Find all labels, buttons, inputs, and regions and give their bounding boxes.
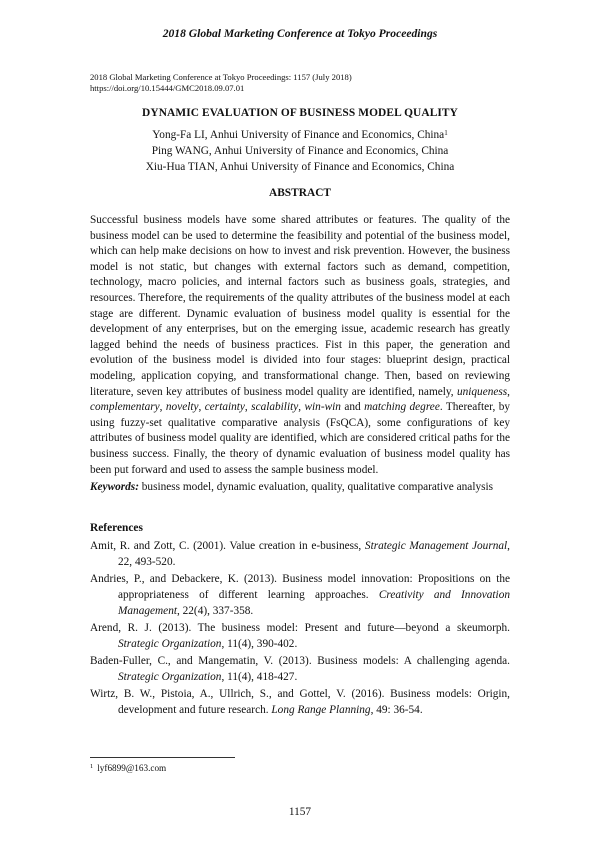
text-run: , bbox=[159, 401, 166, 414]
author-list bbox=[0, 127, 600, 175]
text-run: Baden-Fuller, C., and Mangematin, V. (2013). Business models: A challenging agenda. bbox=[90, 655, 510, 667]
text-run: , 11(4), 390-402. bbox=[221, 638, 298, 650]
italic-term: Strategic Organization bbox=[118, 638, 222, 650]
footnote-divider bbox=[90, 757, 235, 758]
italic-term: novelty bbox=[165, 401, 199, 414]
italic-term: Long Range Planning bbox=[271, 704, 371, 716]
italic-term: uniqueness bbox=[456, 385, 508, 398]
italic-term: complementary bbox=[90, 401, 160, 414]
footnote-email[interactable]: lyf6899@163.com bbox=[97, 763, 167, 773]
footnote-mark: 1 bbox=[90, 763, 94, 770]
footnote bbox=[90, 763, 166, 773]
text-run: , 22(4), 337-358. bbox=[176, 605, 254, 617]
running-header: 2018 Global Marketing Conference at Tokyo Proceedings bbox=[162, 27, 438, 40]
abstract-body bbox=[90, 213, 510, 478]
text-run: Andries, P., and Debackere, K. (2013). Business model innovation: Propositions on the appropriateness of different learning approaches. bbox=[90, 573, 510, 601]
references-list bbox=[90, 538, 510, 719]
page-number: 1157 bbox=[288, 806, 312, 818]
reference-item bbox=[90, 653, 510, 685]
keywords-label: Keywords: bbox=[90, 481, 139, 493]
author-line: Xiu-Hua TIAN, Anhui University of Finance and Economics, China bbox=[145, 161, 455, 173]
citation-block bbox=[90, 72, 352, 94]
doi-link[interactable]: https://doi.org/10.15444/GMC2018.09.07.01 bbox=[90, 83, 245, 93]
keywords bbox=[90, 480, 510, 496]
text-run: , 22, 493-520. bbox=[118, 540, 510, 568]
italic-term: scalability bbox=[251, 401, 299, 414]
references-heading: References bbox=[90, 522, 143, 534]
italic-term: Creativity and Innovation Management bbox=[118, 589, 510, 617]
italic-term: Strategic Organization bbox=[118, 671, 222, 683]
author-line: Yong-Fa LI, Anhui University of Finance and Economics, China$^1$ bbox=[152, 129, 448, 141]
text-run: , bbox=[507, 385, 510, 398]
text-run: , 11(4), 418-427. bbox=[221, 671, 298, 683]
abstract-heading: ABSTRACT bbox=[268, 187, 332, 199]
text-run: Successful business models have some shared attributes or features. The quality of the business model can be used to determine the feasibility and potential of the business model, which can help make decisions on how to invest and risk prevention. However, the business model is not static, but changes with external factors such as demand, competition, technology, macro policies, and internal factors such as business goals, strategies, and resources. Therefore, the requirements of the quality attributes of the business model at each stage are different. Dynamic evaluation of business model quality is essential for the development of any enterprises, but on the emerging issue, academic research has greatly lagged behind the needs of business practices. Fist in this paper, the generation and evolution of the business model is divided into four stages: blueprint design, practical modeling, application copying, and transformational change. Then, based on reviewing literature, seven key attributes of business model quality are identified, namely, bbox=[90, 214, 510, 398]
footnote-marker[interactable]: 1 bbox=[444, 129, 448, 137]
italic-term: win-win bbox=[304, 401, 341, 414]
author-line: Ping WANG, Anhui University of Finance and Economics, China bbox=[151, 145, 449, 157]
paper-title: DYNAMIC EVALUATION OF BUSINESS MODEL QUALITY bbox=[142, 107, 458, 119]
text-run: Amit, R. and Zott, C. (2001). Value creation in e‑business, bbox=[90, 540, 365, 552]
reference-item bbox=[90, 686, 510, 718]
reference-item bbox=[90, 620, 510, 652]
italic-term: matching degree bbox=[364, 401, 440, 414]
reference-item bbox=[90, 538, 510, 570]
reference-item bbox=[90, 571, 510, 619]
text-run: . Thereafter, by using fuzzy-set qualitative comparative analysis (FsQCA), some configurations of key attributes of business model quality are identified, which are considered critical paths for the business success. Finally, the theory of dynamic evaluation of business model quality has been put forward and used to assess the sample business model. bbox=[90, 401, 510, 476]
italic-term: certainty bbox=[204, 401, 245, 414]
text-run: Arend, R. J. (2013). The business model: Present and future—beyond a skeumorph. bbox=[90, 622, 510, 634]
citation-line: 2018 Global Marketing Conference at Tokyo Proceedings: 1157 (July 2018) bbox=[90, 72, 352, 82]
text-run: and bbox=[340, 401, 365, 414]
text-run: Wirtz, B. W., Pistoia, A., Ullrich, S., and Gottel, V. (2016). Business models: Origin, development and future research. bbox=[90, 688, 510, 716]
text-run: , bbox=[298, 401, 305, 414]
italic-term: Strategic Management Journal bbox=[364, 540, 508, 552]
text-run: , bbox=[198, 401, 205, 414]
text-run: , 49: 36-54. bbox=[370, 704, 423, 716]
keywords-text: business model, dynamic evaluation, quality, qualitative comparative analysis bbox=[138, 481, 494, 493]
text-run: , bbox=[244, 401, 252, 414]
